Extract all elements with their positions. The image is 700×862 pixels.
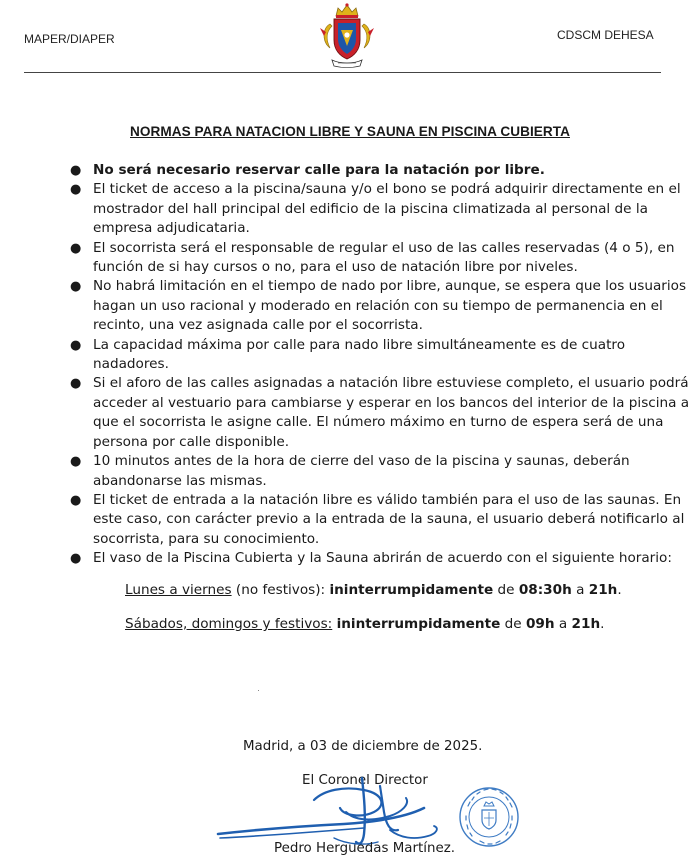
- rule-item: [70, 452, 692, 491]
- rule-item: [70, 336, 692, 375]
- rule-item: [70, 374, 692, 452]
- rule-text: El vaso de la Piscina Cubierta y la Sauna abrirán de acuerdo con el siguiente horario:: [93, 550, 672, 567]
- signer-name: Pedro Herguedas Martínez.: [274, 841, 455, 856]
- schedule-weekdays: [125, 582, 622, 598]
- schedule-to: a: [554, 616, 572, 632]
- header-divider: [24, 72, 661, 73]
- coat-of-arms-icon: [316, 2, 378, 68]
- schedule-from: de: [500, 616, 526, 632]
- rule-item: [70, 491, 692, 549]
- rule-item: [70, 239, 692, 278]
- schedule-mode: ininterrumpidamente: [336, 616, 501, 632]
- rule-text: El ticket de acceso a la piscina/sauna y/o el bono se podrá adquirir directamente en el mostrador del hall principal del edificio de la piscina climatizada al personal de la empresa adjudicataria.: [93, 181, 681, 237]
- scan-speck: [258, 690, 259, 691]
- schedule-end: 21h: [571, 616, 601, 632]
- schedule-end: 21h: [588, 582, 618, 598]
- rule-text: 10 minutos antes de la hora de cierre del vaso de la piscina y saunas, deberán abandonarse las mismas.: [93, 453, 630, 489]
- schedule-from: de: [493, 582, 519, 598]
- schedule-start: 08:30h: [518, 582, 572, 598]
- schedule-period: .: [617, 582, 622, 598]
- rule-item: [70, 277, 692, 335]
- schedule-to: a: [571, 582, 589, 598]
- header-left-code: MAPER/DIAPER: [24, 32, 115, 46]
- bullet-icon: ●: [70, 163, 82, 178]
- rule-item: [70, 549, 692, 568]
- bullet-icon: ●: [70, 240, 82, 256]
- rule-item: [70, 180, 692, 238]
- document-title: NORMAS PARA NATACION LIBRE Y SAUNA EN PISCINA CUBIERTA: [130, 124, 570, 139]
- rule-text: No habrá limitación en el tiempo de nado por libre, aunque, se espera que los usuarios hagan un uso racional y moderado en relación con su tiempo de permanencia en el recinto, una vez asignada calle por el socorrista.: [93, 278, 687, 334]
- signer-position: El Coronel Director: [302, 773, 428, 788]
- bullet-icon: ●: [70, 454, 82, 470]
- rule-text: El ticket de entrada a la natación libre es válido también para el uso de las saunas. En este caso, con carácter previo a la entrada de la sauna, el usuario deberá notificarlo al socorrista, para su conocimiento.: [93, 491, 685, 547]
- schedule-weekends: [125, 616, 604, 632]
- header-right-code: CDSCM DEHESA: [557, 28, 654, 42]
- rule-text: Si el aforo de las calles asignadas a natación libre estuviese completo, el usuario podrá acceder al vestuario para cambiarse y esperar en los bancos del interior de la piscina a que el socorrista le asigne calle. El número máximo en turno de espera será de una persona por calle disponible.: [93, 375, 690, 450]
- bullet-icon: ●: [70, 182, 82, 198]
- rule-text: No será necesario reservar calle para la natación por libre.: [93, 162, 545, 178]
- bullet-icon: ●: [70, 279, 82, 295]
- schedule-note: (no festivos):: [231, 582, 330, 598]
- schedule-mode: ininterrumpidamente: [329, 582, 494, 598]
- bullet-icon: ●: [70, 551, 82, 567]
- bullet-icon: ●: [70, 376, 82, 392]
- bullet-icon: ●: [70, 337, 82, 353]
- rule-item: [70, 161, 692, 180]
- rule-text: El socorrista será el responsable de regular el uso de las calles reservadas (4 o 5), en función de si hay cursos o no, para el uso de natación libre por niveles.: [93, 239, 675, 276]
- bullet-icon: ●: [70, 492, 82, 508]
- schedule-start: 09h: [525, 616, 555, 632]
- place-and-date: Madrid, a 03 de diciembre de 2025.: [243, 739, 483, 754]
- schedule-days: Sábados, domingos y festivos:: [125, 616, 333, 632]
- official-stamp: [458, 786, 520, 848]
- rule-text: La capacidad máxima por calle para nado libre simultáneamente es de cuatro nadadores.: [93, 336, 626, 373]
- schedule-days: Lunes a viernes: [125, 582, 232, 598]
- schedule-period: .: [600, 616, 605, 632]
- rules-list: [70, 161, 692, 569]
